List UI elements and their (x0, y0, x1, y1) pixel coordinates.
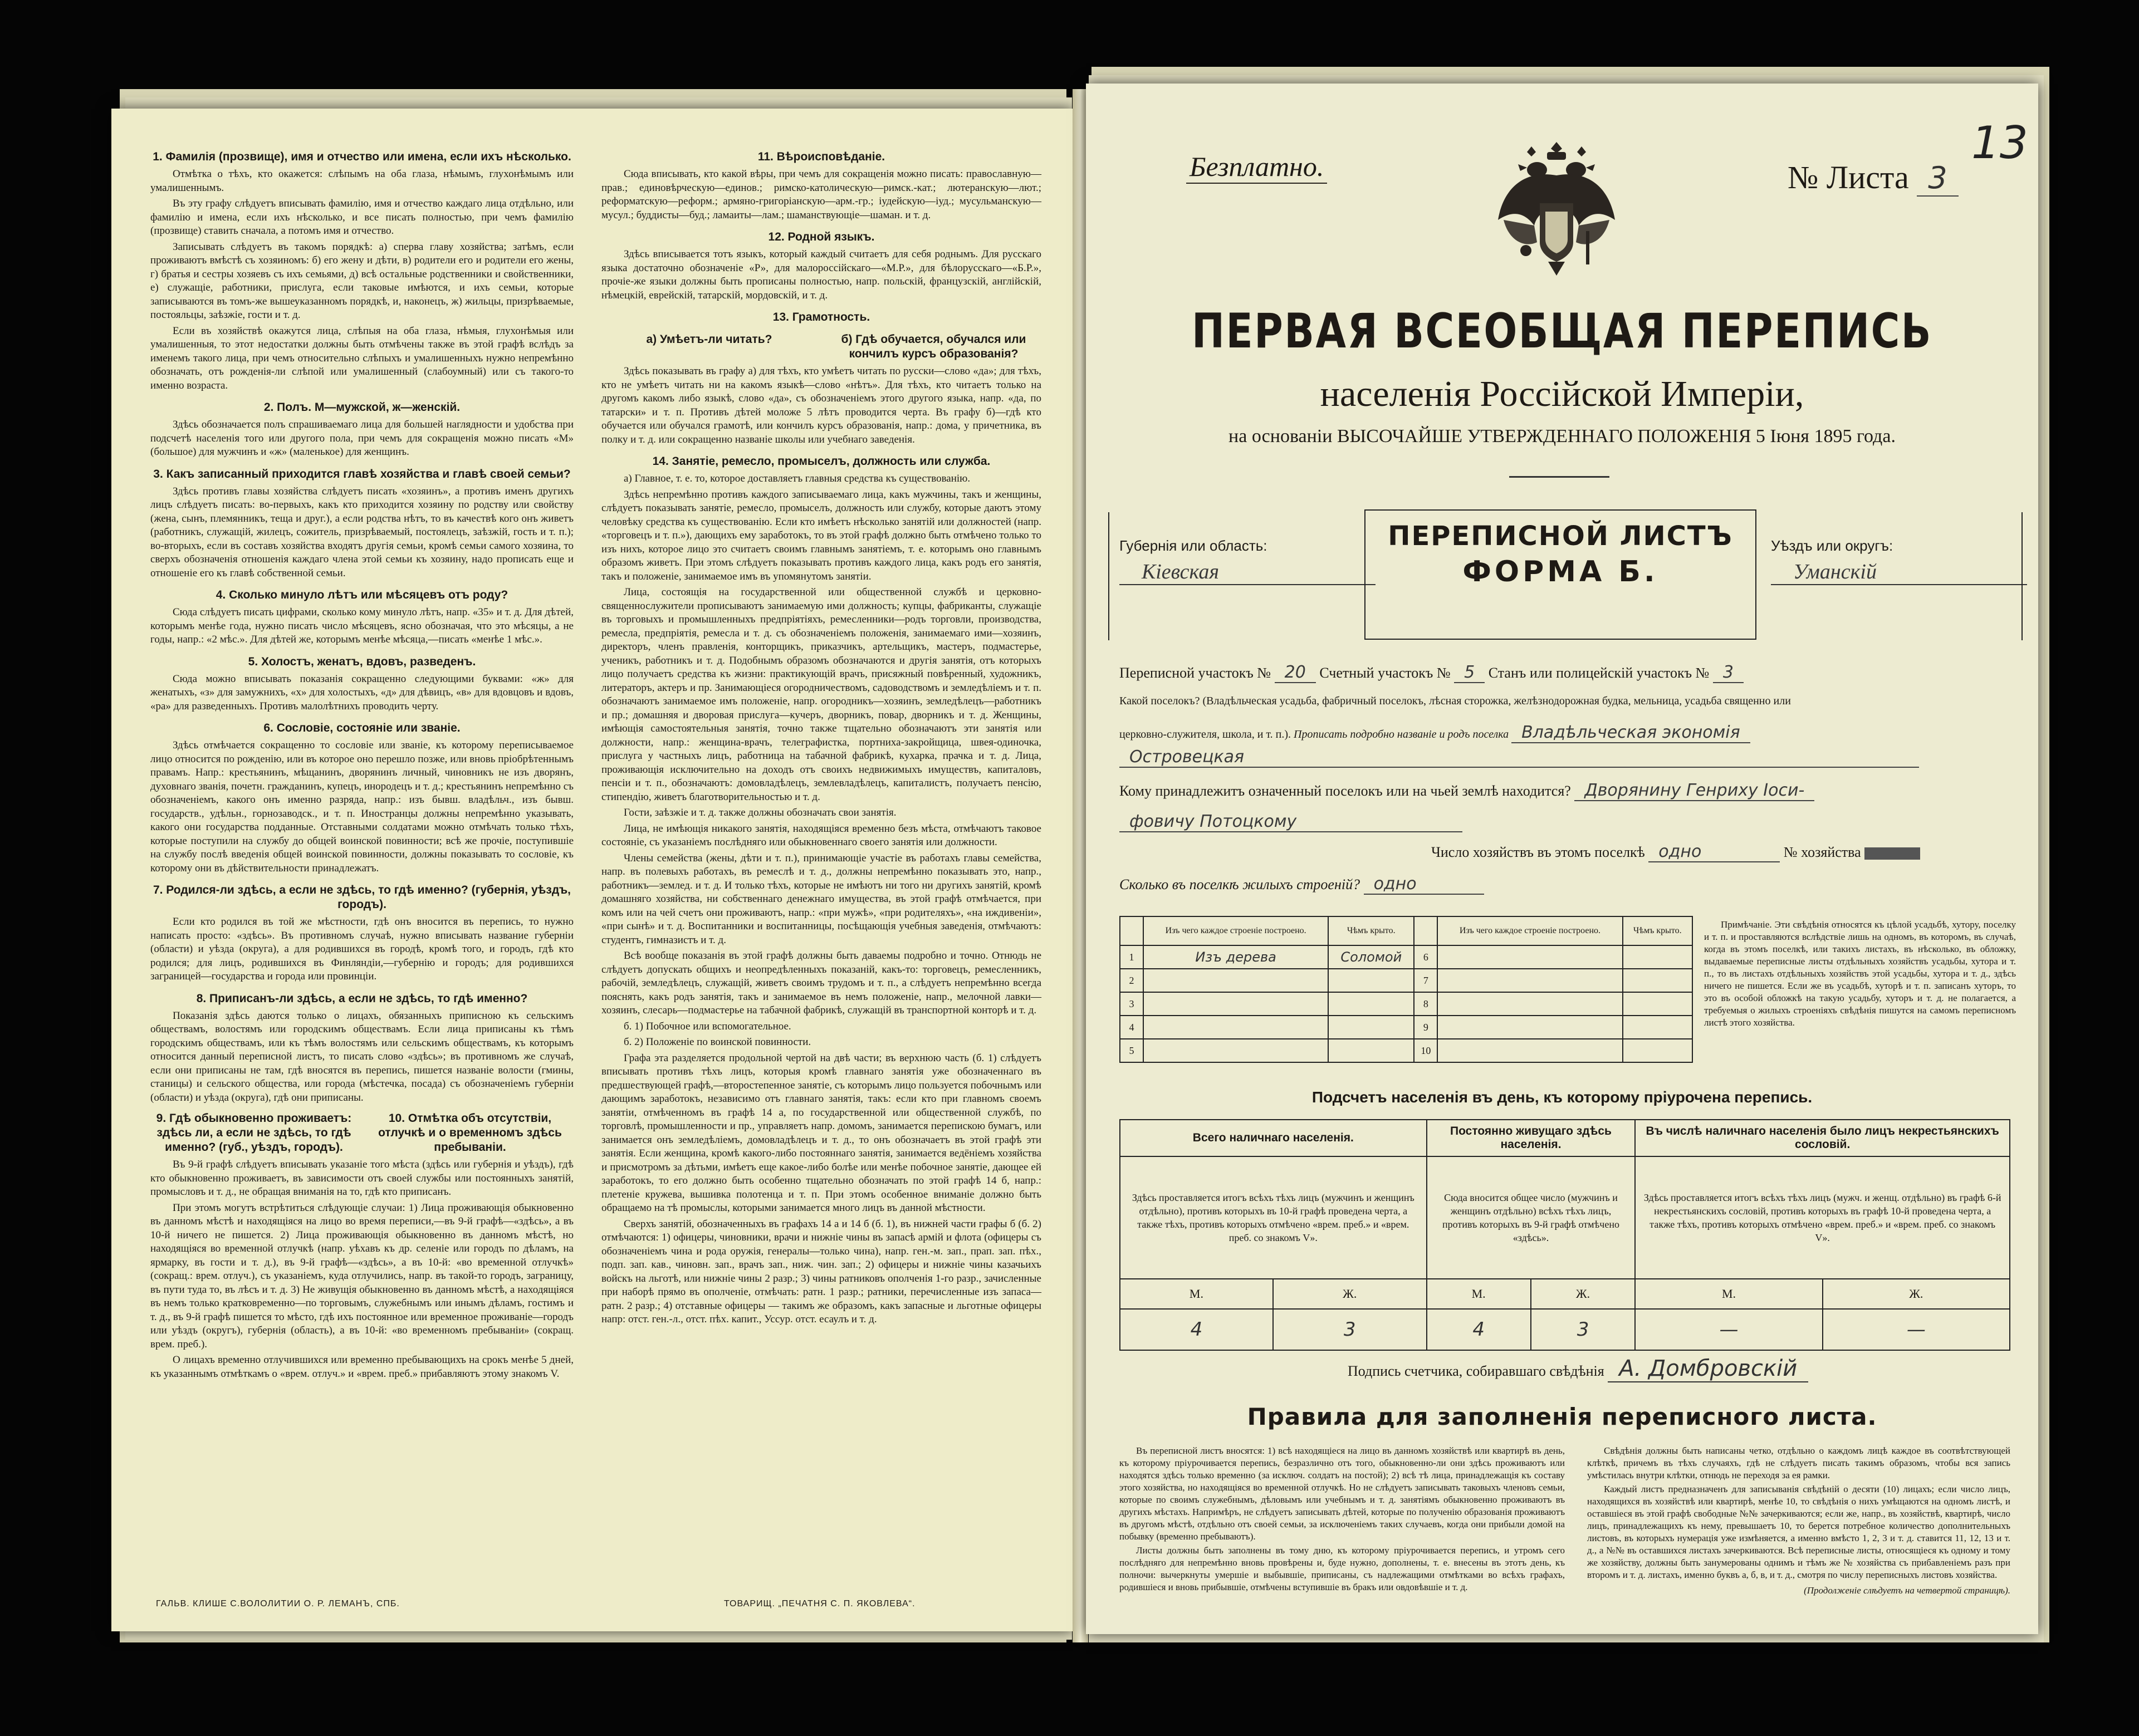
bld-material-cell[interactable] (1437, 992, 1622, 1016)
section-heading: 4. Сколько минуло лѣтъ или мѣсяцевъ отъ роду? (216, 589, 508, 601)
section-heading: а) Умѣетъ-ли читать? (646, 333, 772, 346)
non-peasant-male-label: М. (1635, 1279, 1822, 1309)
split-headings-9-10 (150, 1107, 574, 1158)
signature-value[interactable]: А. Домбровскій (1608, 1356, 1808, 1382)
title-divider (1509, 476, 1609, 478)
header-border-left (1108, 512, 1109, 640)
paragraph: Лица, не имѣющія никакого занятія, находящіяся временно безъ мѣста, отмѣчаютъ таковое состояніе, съ указаніемъ послѣдняго или обыкновеннаго своего занятія или должности. (601, 822, 1041, 848)
owner-row-2 (1119, 812, 2010, 832)
household-number-redacted (1864, 847, 1920, 860)
permanent-resident-header: Постоянно живущаго здѣсь населенія. (1427, 1120, 1636, 1156)
bld-num-cell: 6 (1414, 945, 1437, 969)
section-heading: 7. Родился-ли здѣсь, а если не здѣсь, то гдѣ именно? (губернія, уѣздъ, городъ). (153, 884, 571, 911)
paragraph: Здѣсь противъ главы хозяйства слѣдуетъ писать «хозяинъ», а противъ именъ другихъ лицъ слѣдуетъ писать: во-первыхъ, какъ кто приходится хозяину по родству или свойству (жена, сынъ, племянникъ, теща и друг.), а если родства нѣтъ, то въ качествѣ кого онъ живетъ (работникъ, служащій, жилецъ, сожитель, призрѣваемый, постоялецъ, заѣзжій, гость и т. п.); во-вторыхъ, если въ составъ хозяйства входятъ другія семьи, кромѣ семьи самого хозяина, то сверхъ обозначенія отношенія каждаго члена этой семьи къ хозяину, надо прописать еще и отношеніе его къ главѣ собственной семьи. (150, 485, 574, 579)
bld-num-header-2 (1414, 916, 1437, 945)
split-left (601, 328, 817, 365)
bld-roof-cell[interactable] (1328, 969, 1414, 992)
header-border-right (2021, 512, 2023, 640)
census-subtitle: населенія Россійской Имперіи, (1320, 374, 1804, 414)
paragraph: При этомъ могутъ встрѣтиться слѣдующіе случаи: 1) Лица проживающія обыкновенно въ данномъ мѣстѣ и находящіяся на лицо во время переписи,—въ 9-й графѣ—«здѣсь», а въ 10-й ничего не пишется. 2) Лица проживающія обыкновенно въ данномъ мѣстѣ, но находящіяся во временной отлучкѣ (напр. уѣхавъ къ др. селеніе или городъ по дѣламъ, на ярмарку, въ гости и т. д.), въ 9-й графѣ—«здѣсь», а въ 10-й: «во временной отлучкѣ» (сокращ.: врем. отлуч.), съ указаніемъ, куда отлучились, напр. въ такой-то городъ, заграницу, въ пути туда то, въ лѣсъ и т. д. 3) Не живущія обыкновенно въ данномъ мѣстѣ, а находящіяся въ немъ только кратковременно—по торговымъ, служебнымъ или инымъ дѣламъ, гостимъ и т. д., въ 9-й графѣ пишется то мѣсто, гдѣ ихъ постоянное или временное проживаніе—городъ или уѣздъ (округъ), губернія (область), а въ 10-й: «во временномъ пребываніи» (сокращ. врем. преб.). (150, 1202, 574, 1350)
section-heading: 13. Грамотность. (772, 311, 870, 323)
section-heading: 3. Какъ записанный приходится главѣ хозяйства и главѣ своей семьи? (153, 467, 571, 480)
total-female-label: Ж. (1273, 1279, 1427, 1309)
paragraph: Записывать слѣдуетъ въ такомъ порядкѣ: а) сперва главу хозяйства; затѣмъ, если проживаютъ вмѣстѣ съ хозяиномъ: б) его жену и дѣти, в) родители его и родители его жены, г) братья и сестры хозяевъ съ ихъ семьями, д) всѣ остальные родственники и свойственники, е) служащіе, работники, прислуга, если таковые имѣются, и ихъ семьи, которые записываются въ томъ-же вышеуказанномъ порядкѣ, и, наконецъ, ж) жильцы, призрѣваемые, постояльцы, заѣзжіе, гости и т. д. (150, 241, 574, 321)
settlement-name-row (1119, 723, 2010, 743)
bld-material-cell[interactable] (1437, 1039, 1622, 1062)
paragraph: Отмѣтка о тѣхъ, кто окажется: слѣпымъ на оба глаза, нѣмымъ, глухонѣмымъ или умалишеннымъ. (150, 168, 574, 194)
buildings-count-label: Сколько въ поселкѣ жилыхъ строеній? (1119, 876, 1360, 892)
paragraph: Гости, заѣзжіе и т. д. также должны обозначать свои занятія. (624, 807, 897, 818)
counting-district-label: Счетный участокъ № (1319, 665, 1451, 681)
permanent-male-value[interactable]: 4 (1427, 1309, 1531, 1350)
bld-roof-header: Чѣмъ крыто. (1328, 916, 1414, 945)
rules-column-right (1587, 1445, 2010, 1597)
table-row (1120, 1016, 1692, 1039)
section-heading: 10. Отмѣтка объ отсутствіи, отлучкѣ и о временномъ здѣсь пребываніи. (378, 1112, 562, 1154)
bld-material-cell[interactable] (1437, 969, 1622, 992)
settlement-name-label: Прописать подробно названіе и родъ поселка (1294, 728, 1509, 741)
paragraph: Если въ хозяйствѣ окажутся лица, слѣпыя на оба глаза, нѣмыя, глухонѣмыя или умалишенныя, то этот недостатки должны быть отмѣчены также въ этой графѣ вслѣдъ за именемъ такого лица, при чемъ относительно слѣпыхъ и умалишенныхъ нужно непремѣнно обозначать, отъ рожденія-ли слѣпой или умалишенный (слабоумный) или съ такого-то именно возраста. (150, 325, 574, 391)
bld-num-cell: 7 (1414, 969, 1437, 992)
bld-roof-header-2: Чѣмъ крыто. (1623, 916, 1692, 945)
form-subtitle: ФОРМА Б. (1462, 555, 1658, 589)
population-count-table (1119, 1119, 2010, 1351)
bld-num-cell: 1 (1120, 945, 1143, 969)
split-headings-13 (601, 328, 1041, 365)
owner-label: Кому принадлежитъ означенный поселокъ или на чьей землѣ находится? (1119, 783, 1571, 799)
guberniya-field[interactable]: Кіевская (1119, 560, 1376, 585)
counting-district-value[interactable]: 5 (1454, 663, 1485, 683)
settlement-name-row-2 (1119, 747, 2010, 768)
guberniya-label: Губернія или область: (1119, 537, 1267, 554)
buildings-count-value[interactable]: одно (1364, 874, 1484, 895)
paragraph: б. 1) Побочное или вспомогательное. (624, 1020, 791, 1032)
households-value[interactable]: одно (1648, 842, 1780, 862)
paragraph: Всѣ вообще показанія въ этой графѣ должны быть даваемы подробно и точно. Отнюдь не слѣдуетъ допускать общихъ и неопредѣленныхъ показаній, какъ-то: торговецъ, ремесленникъ, рабочій, земледѣлецъ, служащій, живетъ своимъ трудомъ и т. п., а слѣдуетъ непремѣнно всегда пояснять, какъ родъ занятія, такъ и занимаемое въ немъ положеніе, напр., мелочной лавки—хозяинъ, слесарь—подмастерье на табачной фабрикѣ, служащій въ транспортной конторѣ и т. д. (601, 950, 1041, 1016)
census-district-label: Переписной участокъ № (1119, 665, 1271, 681)
permanent-female-label: Ж. (1531, 1279, 1636, 1309)
printer-imprint-left: ГАЛЬВ. КЛИШЕ С.ВОЛОЛИТИИ О. Р. ЛЕМАНЪ, СПБ. (156, 1599, 400, 1609)
paragraph: Здѣсь обозначается полъ спрашиваемаго лица для большей наглядности и удобства при подсчетѣ населенія того или другого пола, при чемъ для сокращенія можно писать «М» (большое) для мужчинъ и «ж» (маленькое) для женщинъ. (150, 419, 574, 458)
paragraph: б. 2) Положеніе по воинской повинности. (624, 1036, 811, 1048)
uezd-field[interactable]: Уманскій (1771, 560, 2027, 585)
bld-material-cell[interactable] (1143, 1039, 1328, 1062)
section-heading: б) Гдѣ обучается, обучался или кончилъ курсъ образованія? (841, 333, 1026, 360)
bld-num-cell: 5 (1120, 1039, 1143, 1062)
instructions-column-2 (601, 142, 1041, 1329)
signature-label: Подпись счетчика, собиравшаго свѣдѣнія (1348, 1363, 1604, 1379)
paragraph: Сюда слѣдуетъ писать цифрами, сколько кому минуло лѣтъ, напр. «35» и т. д. Для дѣтей, которымъ менѣе года, нужно писать число мѣсяцевъ, ясно обозначая, что это мѣсяцы, а не годы, напр.: «2 мѣс.». Для дѣтей же, которымъ менѣе мѣсяца,—писать «менѣе 1 мѣс.». (150, 606, 574, 645)
non-peasant-header: Въ числѣ наличнаго населенія было лицъ некрестьянскихъ сословій. (1635, 1120, 2010, 1156)
split-left (150, 1107, 358, 1158)
bld-num-cell: 10 (1414, 1039, 1437, 1062)
paragraph: Графа эта разделяется продольной чертой на двѣ части; въ верхнюю часть (б. 1) слѣдуетъ вписывать противъ тѣхъ лицъ, которыя кромѣ главнаго занятія уже обозначеннаго въ предшествующей графѣ,—второстепенное занятіе, съ которымъ лицо пользуется побочнымъ или дающимъ заработокъ, независимо отъ главнаго занятія, такъ: если кто при главномъ своемъ занятіи, отмѣченномъ въ графѣ 14 а, по государственной или общественной службѣ, по торговлѣ, промышленности и пр., управляетъ напр. домомъ, занимается перепискою бумагъ, или занимается онъ земледѣліемъ, домовладѣлецъ и т. д., то онъ обозначаетъ въ этой графѣ эти занятія. Если женщина, кромѣ какого-либо постояннаго занятія, занимается ведёніемъ хозяйства и присмотромъ за дѣтьми, имѣетъ еще какое-либо болѣе или менѣе побочное занятіе, дающее ей заработокъ, то его должно быть особенно тщательно обозначать по этой графѣ 14 б, напр.: плетеніе кружева, вышивка полотенца и т. п. При этомъ особенное вниманіе должно быть обращаемо на тѣ промыслы, которыми занимается много лицъ въ данной мѣстности. (601, 1052, 1041, 1214)
double-headed-eagle-icon (1492, 131, 1621, 281)
rule-paragraph: Въ переписной листъ вносятся: 1) всѣ находящіеся на лицо въ данномъ хозяйствѣ или квартирѣ въ день, къ которому пріурочивается перепись, безразлично отъ того, обыкновенно-ли они здѣсь проживаютъ или находятся здѣсь только временно (за исключ. солдатъ на постой); 2) всѣ тѣ лица, принадлежащія къ составу этого хозяйства, но находящіяся во временной отлучкѣ. Но не слѣдуетъ записывать таковыхъ членовъ семьи, которые по своимъ служебнымъ, дѣловымъ или учебнымъ и т. д. занятіямъ обыкновенно проживаютъ въ другихъ мѣстахъ. Напримѣръ, не слѣдуетъ записывать дѣтей, которые по полученію образованія проживаютъ въ другомъ мѣстѣ, отдѣльно отъ своей семьи, за исключеніемъ таких случаевъ, когда они прибыли домой на побывку (временно пребываютъ). (1119, 1445, 1565, 1542)
bld-material-cell[interactable]: Изъ дерева (1143, 945, 1328, 969)
paragraph: Члены семейства (жены, дѣти и т. п.), принимающіе участіе въ работахъ главы семейства, напр. въ полевыхъ работахъ, въ ремеслѣ и т. д., должны непремѣнно показывать это, напр., работникъ—землед. и т. д. И только тѣхъ, которые не имѣютъ ни того ни другихъ занятій, кромѣ домашняго хозяйства, ни собственнаго денежнаго имущества, въ этой графѣ отмѣчается, при комъ или на чей счетъ они проживаютъ, напр.: «при мужѣ», «при родителяхъ», «на иждивеніи», «при сынѣ» и т. д. Воспитанники и воспитанницы, посѣщающія учебныя заведенія, отмѣчаютъ: студентъ, гимназистъ и т. д. (601, 852, 1041, 946)
paragraph: Въ эту графу слѣдуетъ вписывать фамилію, имя и отчество каждаго лица отдѣльно, или фамилію и имена, если ихъ нѣсколько, и все писать полностью, при чемъ фамилію (прозвище) ставить сначала, а потомъ имя и отчество. (150, 198, 574, 237)
non-peasant-desc: Здѣсь проставляется итогъ всѣхъ тѣхъ лицъ (мужч. и женщ. отдѣльно) въ графѣ 6-й некрестьянскихъ сословій, противъ которыхъ въ графѣ 10-й проведена черта, а также тѣхъ, противъ которыхъ отмѣчено «врем. преб.» и «врем. преб. со знакомъ V». (1635, 1156, 2010, 1279)
uezd-label: Уѣздъ или округъ: (1771, 537, 1893, 554)
bld-num-header (1120, 916, 1143, 945)
rule-paragraph: Свѣдѣнія должны быть написаны четко, отдѣльно о каждомъ лицѣ каждое въ соотвѣтствующей клѣткѣ, причемъ въ тѣхъ случаяхъ, гдѣ не слѣдуетъ писать такимъ образомъ, чтобы вся запись умѣстилась внутри клѣтки, отнюдь не переходя за ея рамки. (1587, 1445, 2010, 1480)
table-row (1120, 992, 1692, 1016)
bld-roof-cell[interactable] (1623, 1039, 1692, 1062)
section-heading: 14. Занятіе, ремесло, промыселъ, должность или служба. (652, 455, 991, 468)
bld-material-header-2: Изъ чего каждое строеніе построено. (1437, 916, 1622, 945)
section-heading: 5. Холостъ, женатъ, вдовъ, разведенъ. (248, 655, 476, 668)
bld-roof-cell[interactable] (1623, 945, 1692, 969)
table-row (1120, 945, 1692, 969)
bld-roof-cell[interactable]: Соломой (1328, 945, 1414, 969)
paragraph: Здѣсь отмѣчается сокращенно то сословіе или званіе, къ которому переписываемое лицо относится по рожденію, или въ которое оно перешло позже, или вновь пріобрѣтеннымъ правамъ. Напр.: крестьянинъ, мѣщанинъ, дворянинъ личный, чиновникъ не изъ дворянъ, духовнаго званія, почетн. гражданинъ, купецъ, инородецъ и т. д.; крестьянинъ непремѣнно съ обозначеніемъ, какого онъ именно разряда, напр.: изъ бывш. владѣльч., изъ бывш. государств., удѣльн., горнозаводск., и т. п. Иностранцы должны непремѣнно указывать, какого они государства подданные. Отставными солдатами можно отмѣчать только тѣхъ, которые поступили на службу до общей воинской повинности; всѣ же прочіе, поступившіе на службу послѣ введенія общей воинской повинности, должны показывать то сословіе, къ которому они въ дѣйствительности принадлежатъ. (150, 739, 574, 874)
sheet-number-label: № Листа (1788, 159, 1909, 195)
district-row (1119, 663, 2010, 683)
free-of-charge-label: Безплатно. (1186, 150, 1327, 184)
bld-num-cell: 2 (1120, 969, 1143, 992)
section-heading: 9. Гдѣ обыкновенно проживаетъ: здѣсь ли, а если не здѣсь, то гдѣ именно? (губ., уѣздъ, городъ). (156, 1112, 352, 1154)
bld-material-cell[interactable] (1143, 992, 1328, 1016)
non-peasant-female-value[interactable]: — (1823, 1309, 2010, 1350)
settlement-type-row: Какой поселокъ? (Владѣльческая усадьба, фабричный поселокъ, лѣсная сторожка, желѣзнодорожная будка, мельница, усадьба священно или (1119, 695, 1791, 707)
paragraph: Если кто родился въ той же мѣстности, гдѣ онъ вносится въ перепись, то нужно написать просто: «здѣсь». Въ противномъ случаѣ, нужно вписывать название губерніи (области) и уѣзда (округа), а для родившихся въ городѣ, кромѣ того, и городъ, гдѣ кто родился; для лицъ, родившихся въ Финляндіи,—губернію и городъ; для родившихся заграницей—государства и города или провинціи. (150, 916, 574, 982)
total-present-header: Всего наличнаго населенія. (1120, 1120, 1427, 1156)
paragraph: Сюда можно вписывать показанія сокращенно следующими буквами: «ж» для женатыхъ, «з» для замужнихъ, «х» для холостыхъ, «д» для дѣвицъ, «в» для вдовцовъ и вдовъ, «ра» для разведенныхъ. Противъ малолѣтнихъ проводить черту. (150, 673, 574, 712)
non-peasant-female-label: Ж. (1823, 1279, 2010, 1309)
buildings-count-row (1119, 874, 2010, 895)
split-right (366, 1107, 574, 1158)
census-legal-basis: на основаніи ВЫСОЧАЙШЕ УТВЕРЖДЕННАГО ПОЛОЖЕНІЯ 5 Іюня 1895 года. (1228, 426, 1896, 447)
bld-roof-cell[interactable] (1328, 1016, 1414, 1039)
bld-material-cell[interactable] (1437, 1016, 1622, 1039)
bld-roof-cell[interactable] (1623, 1016, 1692, 1039)
permanent-resident-desc: Сюда вносится общее число (мужчинъ и женщинъ отдѣльно) всѣхъ тѣхъ лицъ, противъ которыхъ въ 9-й графѣ отмѣчено «здѣсь». (1427, 1156, 1636, 1279)
bld-num-cell: 8 (1414, 992, 1437, 1016)
police-district-label: Станъ или полицейскій участокъ № (1488, 665, 1710, 681)
bld-roof-cell[interactable] (1623, 969, 1692, 992)
form-title-box (1364, 509, 1756, 640)
section-heading: 11. Вѣроисповѣданіе. (757, 150, 885, 163)
split-right (826, 328, 1041, 365)
sheet-number-value: 3 (1917, 160, 1958, 197)
bld-material-header: Изъ чего каждое строеніе построено. (1143, 916, 1328, 945)
settlement-examples: церковно-служителя, школа, и т. п.). (1119, 728, 1291, 741)
paragraph: Показанія здѣсь даются только о лицахъ, обязанныхъ приписною къ сельскимъ обществамъ, волостямъ или городскимъ обществамъ. Если лица приписаны къ тѣмъ городскимъ обществамъ, или къ тѣмъ волостямъ или сельскимъ обществамъ, къ которымъ относится данный переписной листъ, то писать слово «здѣсь»; въ противномъ же случаѣ, если они приписаны не там, гдѣ вносятся въ перепись, пишется названіе волости (гмины, станицы) и сельского общества, или города (мѣстечка, посада) съ обозначеніемъ губерніи (области) и уѣзда (округа), гдѣ они приписаны. (150, 1009, 574, 1104)
corner-page-number: 13 (1971, 117, 2028, 169)
instructions-page (111, 109, 1073, 1631)
owner-row (1119, 781, 2010, 801)
section-heading: 1. Фамилія (прозвище), имя и отчество или имена, если ихъ нѣсколько. (153, 150, 571, 163)
section-heading: 2. Полъ. М—мужской, ж—женскій. (263, 401, 461, 414)
total-male-value[interactable]: 4 (1120, 1309, 1273, 1350)
section-heading: 12. Родной языкъ. (768, 231, 875, 243)
owner-value-2[interactable]: фовичу Потоцкому (1119, 812, 1462, 832)
census-form-page (1086, 84, 2038, 1634)
households-label: Число хозяйствъ въ этомъ поселкѣ (1431, 844, 1645, 860)
total-present-desc: Здѣсь проставляется итогъ всѣхъ тѣхъ лицъ (мужчинъ и женщинъ отдѣльно), противъ которыхъ въ 10-й графѣ проведена черта, а также тѣхъ, противъ которыхъ отмѣчено «врем. преб.» и «врем. преб. со знакомъ V». (1120, 1156, 1427, 1279)
permanent-female-value[interactable]: 3 (1531, 1309, 1636, 1350)
continued-note: (Продолженіе слѣдуетъ на четвертой страницѣ). (1804, 1585, 2010, 1596)
enumerator-signature-row (1348, 1356, 1808, 1381)
buildings-table (1119, 916, 1693, 1063)
bld-num-cell: 4 (1120, 1016, 1143, 1039)
total-male-label: М. (1120, 1279, 1273, 1309)
total-female-value[interactable]: 3 (1273, 1309, 1427, 1350)
buildings-table-header (1120, 916, 1692, 945)
printer-imprint-right: ТОВАРИЩ. „ПЕЧАТНЯ С. П. ЯКОВЛЕВА“. (724, 1599, 916, 1609)
sheet-number (1788, 159, 1959, 196)
police-district-value[interactable]: 3 (1713, 663, 1744, 683)
rule-paragraph: Листы должны быть заполнены въ тому дню, къ которому пріурочивается перепись, и утромъ сего послѣдняго для непремѣнно вновь провѣрены и, буде нужно, дополнены, т. е. внесены въ этотъ день, къ полночи: вычеркнуты умершіе и выбывшіе, приписаны, съ надлежащими отмѣтками во всѣхъ графахъ, родившіеся и вновь прибывшіе, отмѣчены вступившіе въ бракъ или овдовѣвшіе и т. д. (1119, 1545, 1565, 1592)
bld-material-cell[interactable] (1437, 945, 1622, 969)
paragraph: Сюда вписывать, кто какой вѣры, при чемъ для сокращенія можно писать: православную—прав.; единовѣрческую—единов.; римско-католическую—римск.-кат.; лютеранскую—лют.; реформатскую—реформ.; армяно-григоріанскую—арм.-гр.; іудейскую—іуд.; мусульманскую—мусул.; буддисты—буд.; ламаиты—лам.; шаманствующіе—шаман. и т. д. (601, 168, 1041, 221)
bld-roof-cell[interactable] (1623, 992, 1692, 1016)
table-row (1120, 969, 1692, 992)
bld-num-cell: 9 (1414, 1016, 1437, 1039)
buildings-note: Примѣчаніе. Эти свѣдѣнія относятся къ цѣлой усадьбѣ, хутору, поселку и т. п. и проставляются вслѣдствіе лишь на одномъ, въ которомъ, въ случаѣ, когда въ этомъ поселкѣ, или такихъ листахъ, въ нѣсколько, въ обложку, выдаваемые переписные листы отдѣльныхъ хозяйствъ усадьбы, хутора и т. п., то въ листахъ отдѣльныхъ хозяйствъ этой усадьбы, хутора и т. д., здѣсь ничего не пишется. Если же въ усадьбѣ, хуторѣ и т. п. записанъ хуторъ, то это въ особой обложкѣ на такую усадьбу, хуторъ и т. д. не полагается, а требуемыя о жилыхъ строеніяхъ свѣдѣнія пишутся на самомъ переписномъ листѣ этого хозяйства. (1704, 919, 2016, 1028)
paragraph: Здѣсь показывать въ графу а) для тѣхъ, кто умѣетъ читать по русски—слово «да»; для тѣхъ, кто не умѣетъ читать ни на какомъ языкѣ—слово «нѣтъ». Для тѣхъ, кто читаетъ только на другомъ какомъ либо языкѣ, слово «да», съ обозначеніемъ этого другого языка, напр. «да, по татарски» и т. п. Противъ дѣтей моложе 5 лѣтъ проводится черта. Въ графу б)—гдѣ кто обучается или обучался грамотѣ, или кончилъ курсъ образованія, напр.: дома, у причетника, въ полку и т. д. или сокращенно названіе школы или учебнаго заведенія. (601, 365, 1041, 445)
section-heading: 6. Сословіе, состояніе или званіе. (263, 722, 461, 734)
bld-material-cell[interactable] (1143, 1016, 1328, 1039)
bld-roof-cell[interactable] (1328, 992, 1414, 1016)
table-row (1120, 1039, 1692, 1062)
paragraph: Въ 9-й графѣ слѣдуетъ вписывать указаніе того мѣста (здѣсь или губернія и уѣздъ), гдѣ кто обыкновенно проживаетъ, въ зависимости отъ своей службы или постоянныхъ занятій, промысловъ и т. д., не обращая вниманія на то, гдѣ кто приписанъ. (150, 1159, 574, 1198)
households-row (1431, 842, 2010, 862)
paragraph: Сверхъ занятій, обозначенныхъ въ графахъ 14 а и 14 б (б. 1), въ нижней части графы б (б. 2) отмѣчаются: 1) офицеры, чиновники, врачи и нижніе чины въ запасѣ армій и флота (офицеры съ обозначеніемъ чина и рода оружія, генералы—только чина), напр. ген.-м. зап., прап. зап. пѣх., подп. зап. кав., чиновн. зап., врачъ зап., ниж. чин. зап.; 2) офицеры и нижніе чины казачьихъ войскъ на льготѣ, или нижніе чины 2 разр.; 3) чины ратниковъ ополченія 1-го разр., зачисленные при наборѣ прямо въ ополченіе, отмѣчать: ратн. 1 разр.; ратники, перечисленные изъ запаса—ратн. 2 разр.; 4) отставные офицеры — такимъ же образомъ, какъ запасные и льготные офицеры напр: отст. ген.-л., отст. пѣх. капит., Уссур. отст. есаулъ и т. д. (601, 1218, 1041, 1325)
section-heading: 8. Приписанъ-ли здѣсь, а если не здѣсь, то гдѣ именно? (196, 992, 528, 1005)
rules-title: Правила для заполненія переписного листа. (1247, 1403, 1877, 1430)
paragraph: Здѣсь непремѣнно противъ каждого записываемаго лица, какъ мужчины, такъ и женщины, слѣдуетъ показывать занятіе, ремесло, промыселъ, должность или службу, которые даютъ этому человѣку средства къ существованію. Если кто имѣетъ нѣсколько занятій или должностей (напр. «торговецъ и т. п.»), дающихъ ему заработокъ, то въ этой графѣ должно быть отмѣчено только то изъ нихъ, которое лицо это считаетъ своимъ главнымъ занятіемъ, т. е. которымъ оно главнымъ образомъ живетъ. При этомъ слѣдуетъ показывать противъ каждого лица, какъ родъ его занятія, такъ и положеніе, занимаемое имъ въ упомянутомъ занятіи. (601, 488, 1041, 582)
owner-value[interactable]: Дворянину Генриху Іоси- (1574, 781, 1814, 801)
settlement-name-value-2[interactable]: Островецкая (1119, 747, 1919, 768)
paragraph: а) Главное, т. е. то, которое доставляетъ главныя средства къ существованію. (624, 473, 971, 484)
bld-num-cell: 3 (1120, 992, 1143, 1016)
census-title: ПЕРВАЯ ВСЕОБЩАЯ ПЕРЕПИСЬ (1192, 303, 1932, 359)
bld-roof-cell[interactable] (1328, 1039, 1414, 1062)
rules-column-left (1119, 1445, 1565, 1595)
permanent-male-label: М. (1427, 1279, 1531, 1309)
form-title: ПЕРЕПИСНОЙ ЛИСТЪ (1388, 521, 1733, 552)
paragraph: О лицахъ временно отлучившихся или временно пребывающихъ на срокъ менѣе 5 дней, къ указаннымъ отмѣткамъ о «врем. отлуч.» и «врем. преб.» прибавляютъ этому знакомъ V. (150, 1354, 574, 1380)
settlement-name-value[interactable]: Владѣльческая экономія (1511, 723, 1750, 743)
census-district-value[interactable]: 20 (1275, 663, 1316, 683)
instructions-column-1 (150, 142, 574, 1383)
household-number-label: № хозяйства (1783, 844, 1861, 860)
rule-paragraph: Каждый листъ предназначенъ для записыванія свѣдѣній о десяти (10) лицахъ; если число лицъ, находящихся въ хозяйствѣ или квартирѣ, менѣе 10, то свѣдѣнія о нихъ умѣщаются на одномъ листѣ, и оставшіеся въ этой графѣ свободные №№ зачеркиваются; если же, напр., въ хозяйствѣ, квартирѣ, число лицъ, принадлежащихъ къ нему, превышаетъ 10, то берется потребное количество дополнительныхъ листовъ, въ которыхъ нумерація уже измѣняется, а именно вмѣсто 1, 2, 3 и т. д. ставится 11, 12, 13 и т. д., а №№ въ оставшихся листахъ зачеркиваются. Всѣ переписные листы, относящіеся къ одному и тому же хозяйству, должны быть занумерованы однимъ и тѣмъ же № хозяйства съ прибавленіемъ разъ при второмъ и т. д. листахъ, именно буквъ а, б, в, и т. д., смотря по числу переписныхъ листовъ хозяйства. (1587, 1484, 2010, 1580)
paragraph: Здѣсь вписывается тотъ языкъ, который каждый считаетъ для себя роднымъ. Для русскаго языка достаточно обозначеніе «Р», для малороссійскаго—«М.Р.», для бѣлорусскаго—«Б.Р.», прочіе-же языки должны быть прописаны полностью, напр. польскій, французскій, англійскій, нѣмецкій, еврейскій, татарскій, мордовскій, и т. д. (601, 248, 1041, 301)
non-peasant-male-value[interactable]: — (1635, 1309, 1822, 1350)
paragraph: Лица, состоящія на государственной или общественной службѣ и церковно-священнослужители прописываютъ занимаемую ими должность; купцы, фабриканты, служащіе въ торговыхъ и промышленныхъ предпріятіяхъ, ремесленники—родъ торговли, производства, ремесла, предпріятія, ремесла и т. д. съ обозначеніемъ положенія, занимаемаго ими—хозяинъ, директоръ, членъ правленія, конторщикъ, приказчикъ, артельщикъ, мастеръ, подмастерье, ученикъ, работникъ и т. д. Подобнымъ образомъ обозначаются и другія занятія, отъ которыхъ лицо получаетъ средства къ жизни: практикующій врачъ, присяжный повѣренный, художникъ, литераторъ, актеръ и пр. Занимающіеся огородничествомъ, садоводствомъ и земледѣліемъ и т. п. обозначаютъ занимаемое имъ положеніе, напр. огородникъ—хозяинъ, земледѣлецъ—работникъ и пр.; домашняя и дворовая прислуга—кучеръ, дворникъ, повар, дворникъ и т. д. Женщины, имѣющія самостоятельныя занятія, точно также тщательно обозначаютъ эти занятія или должности, напр.: женщина-врачъ, телеграфистка, портниха-закройщица, швея-одиночка, прислуга у частныхъ лицъ, работница на табачной фабрикѣ, кухарка, прачка и т. д. Лица, проживающія исключительно на доходъ отъ своихъ недвижимыхъ имуществъ, капиталовъ, пенсіи и т. п., обозначаютъ: домовладѣлецъ, землевладѣлецъ, капиталистъ, получаетъ пенсію, стипендію, живетъ благотворительностью и т. д. (601, 586, 1041, 803)
bld-material-cell[interactable] (1143, 969, 1328, 992)
population-count-title: Подсчетъ населенія въ день, къ которому пріурочена перепись. (1311, 1088, 1813, 1106)
